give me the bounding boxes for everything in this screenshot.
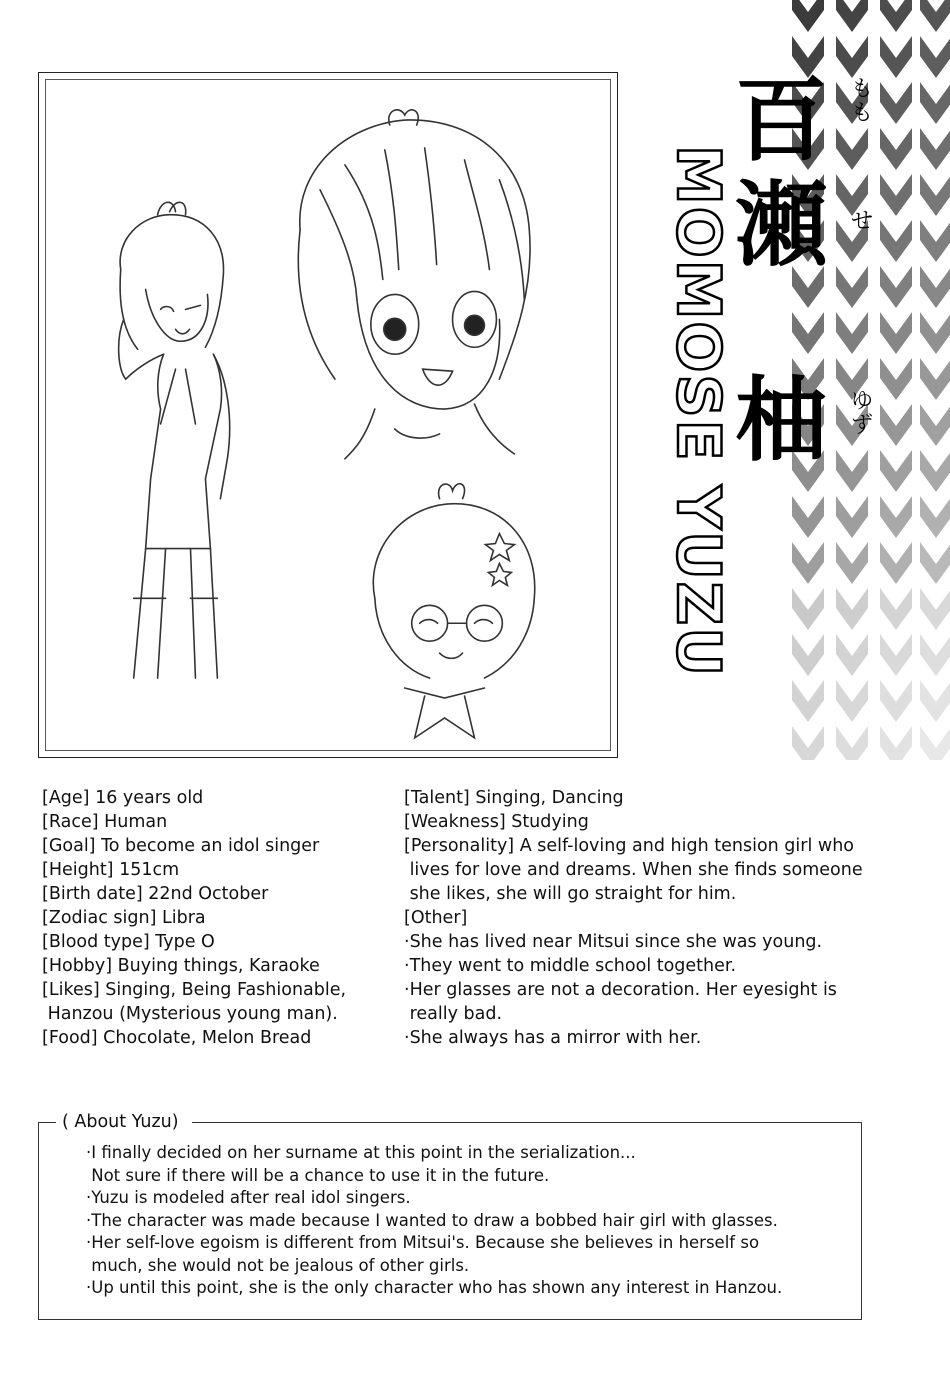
fletching-shape <box>792 634 824 676</box>
text-line: ·The character was made because I wanted to draw a bobbed hair girl with glasses. <box>86 1210 778 1230</box>
text-line: she likes, she will go straight for him. <box>404 884 737 904</box>
fletching-shape <box>792 496 824 538</box>
furigana: せ <box>851 209 874 234</box>
text-line: ·They went to middle school together. <box>404 956 737 976</box>
text-line: Not sure if there will be a chance to use it in the future. <box>86 1165 550 1185</box>
fletching-shape <box>920 36 950 78</box>
fletching-shape <box>880 220 912 262</box>
fletching-shape <box>920 588 950 630</box>
text-line: ·She has lived near Mitsui since she was young. <box>404 932 823 952</box>
romanized-name-text: MOMOSE YUZU <box>663 145 733 678</box>
text-line: [Weakness] Studying <box>404 812 589 832</box>
fletching-shape <box>836 726 868 760</box>
profile-right-column <box>404 786 884 1050</box>
fletching-shape <box>920 542 950 584</box>
profile-left-column <box>42 786 392 1050</box>
text-line: [Hobby] Buying things, Karaoke <box>42 956 320 976</box>
text-line: [Personality] A self-loving and high tension girl who <box>404 836 855 856</box>
fletching-shape <box>880 128 912 170</box>
about-text <box>86 1142 846 1300</box>
fletching-shape <box>792 312 824 354</box>
text-line: [Goal] To become an idol singer <box>42 836 320 856</box>
text-line: [Height] 151cm <box>42 860 180 880</box>
fletching-shape <box>880 36 912 78</box>
fletching-shape <box>792 588 824 630</box>
chibi-head-sketch <box>373 484 534 738</box>
kanji-char: 百 <box>735 66 828 174</box>
text-line: Hanzou (Mysterious young man). <box>42 1004 338 1024</box>
kanji-row-3 <box>735 366 874 474</box>
text-line: ·Yuzu is modeled after real idol singers. <box>86 1188 411 1207</box>
fletching-shape <box>880 588 912 630</box>
kanji-char: 瀬 <box>735 171 828 279</box>
fletching-shape <box>836 542 868 584</box>
kanji-row-1 <box>735 66 874 174</box>
fletching-shape <box>920 82 950 124</box>
illustration-inner-border <box>45 79 611 751</box>
fletching-shape <box>836 312 868 354</box>
fletching-shape <box>920 496 950 538</box>
fletching-shape <box>920 266 950 308</box>
romanized-name-vertical <box>660 145 735 755</box>
fletching-shape <box>920 634 950 676</box>
fletching-shape <box>792 680 824 722</box>
text-line: [Blood type] Type O <box>42 932 215 952</box>
fletching-shape <box>836 588 868 630</box>
kanji-char: 柚 <box>735 366 828 474</box>
text-line: [Race] Human <box>42 812 168 832</box>
fletching-shape <box>920 450 950 492</box>
text-line: much, she would not be jealous of other girls. <box>86 1255 470 1275</box>
fletching-shape <box>836 680 868 722</box>
fletching-shape <box>920 726 950 760</box>
fletching-shape <box>920 128 950 170</box>
text-line: [Age] 16 years old <box>42 788 204 808</box>
fletching-shape <box>792 542 824 584</box>
text-line: ·I finally decided on her surname at this point in the serialization... <box>86 1143 636 1162</box>
furigana: ゆず <box>851 389 874 438</box>
fletching-shape <box>880 634 912 676</box>
furigana: もも <box>851 77 874 126</box>
fletching-shape <box>880 82 912 124</box>
large-head-sketch <box>298 110 530 459</box>
text-line: [Zodiac sign] Libra <box>42 908 206 928</box>
fletching-shape <box>880 358 912 400</box>
fletching-shape <box>836 0 868 32</box>
fletching-shape <box>880 542 912 584</box>
fletching-shape <box>920 174 950 216</box>
fletching-shape <box>920 220 950 262</box>
text-line: really bad. <box>404 1004 503 1024</box>
fletching-shape <box>836 634 868 676</box>
fletching-shape <box>880 266 912 308</box>
text-line: ·Her self-love egoism is different from Mitsui's. Because she believes in herself so <box>86 1233 760 1252</box>
fletching-shape <box>880 404 912 446</box>
text-line: [Food] Chocolate, Melon Bread <box>42 1028 312 1048</box>
illustration-frame <box>38 72 618 758</box>
fletching-shape <box>920 358 950 400</box>
text-line: [Likes] Singing, Being Fashionable, <box>42 980 347 1000</box>
text-line: lives for love and dreams. When she finds someone <box>404 860 863 880</box>
fletching-shape <box>792 0 824 32</box>
fletching-shape <box>880 174 912 216</box>
text-line: ·Up until this point, she is the only character who has shown any interest in Hanzou. <box>86 1278 783 1297</box>
fletching-shape <box>836 496 868 538</box>
about-title: ( About Yuzu) <box>58 1110 183 1134</box>
kanji-row-2 <box>735 171 874 279</box>
text-line: ·She always has a mirror with her. <box>404 1028 702 1048</box>
fletching-shape <box>880 496 912 538</box>
fletching-shape <box>880 312 912 354</box>
text-line: ·Her glasses are not a decoration. Her eyesight is <box>404 980 837 1000</box>
standing-figure-sketch <box>119 202 230 678</box>
fletching-shape <box>880 680 912 722</box>
character-sketch-illustration <box>46 80 610 750</box>
fletching-shape <box>920 404 950 446</box>
fletching-shape <box>792 726 824 760</box>
fletching-shape <box>920 680 950 722</box>
text-line: [Talent] Singing, Dancing <box>404 788 624 808</box>
fletching-shape <box>920 312 950 354</box>
fletching-shape <box>880 0 912 32</box>
text-line: [Other] <box>404 908 468 928</box>
fletching-shape <box>880 726 912 760</box>
text-line: [Birth date] 22nd October <box>42 884 269 904</box>
fletching-shape <box>920 0 950 32</box>
fletching-shape <box>880 450 912 492</box>
